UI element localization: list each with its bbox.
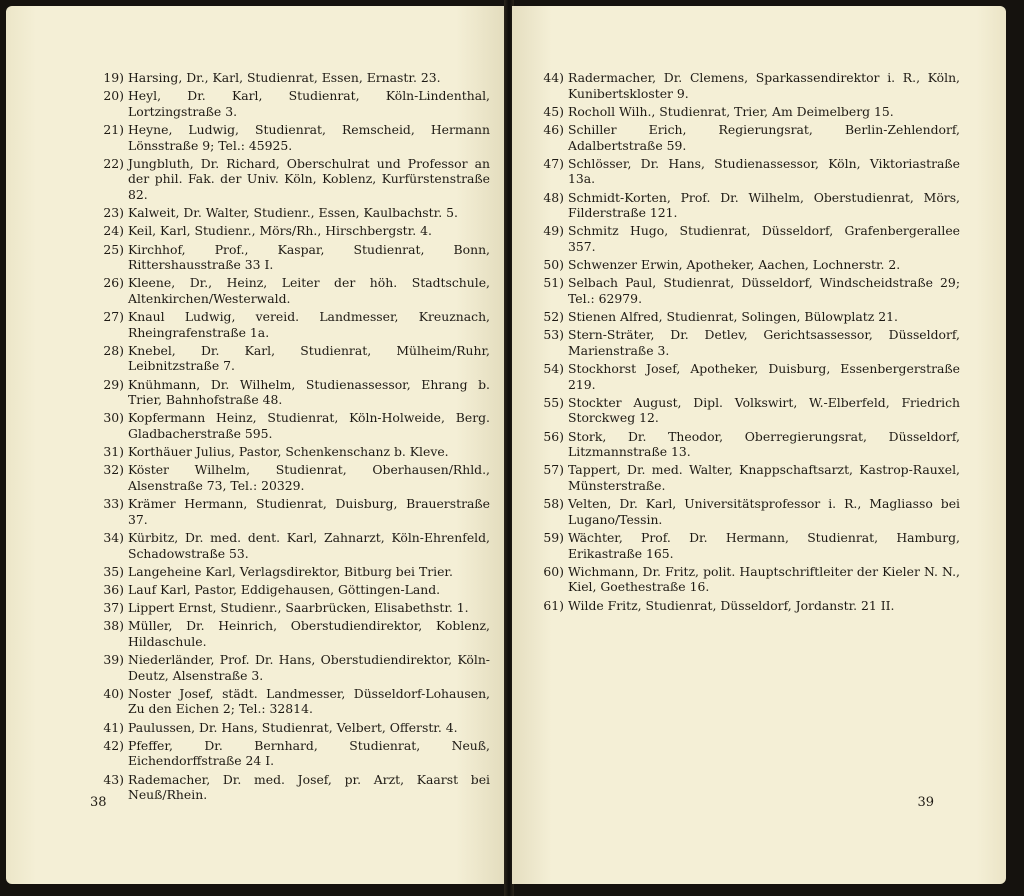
list-item [94, 618, 490, 649]
entry-number: 47) [543, 155, 564, 171]
entry-number: 40) [103, 685, 124, 701]
entry-text: Knaul Ludwig, vereid. Landmesser, Kreuznach, Rheingrafenstraße 1a. [128, 309, 490, 340]
entry-text: Heyl, Dr. Karl, Studienrat, Köln-Lindenthal, Lortzingstraße 3. [128, 88, 490, 119]
list-item [534, 327, 960, 358]
entry-text: Schwenzer Erwin, Apotheker, Aachen, Lochnerstr. 2. [568, 257, 901, 273]
list-item [94, 309, 490, 340]
entry-text: Kopfermann Heinz, Studienrat, Köln-Holweide, Berg. Gladbacherstraße 595. [128, 410, 490, 441]
entry-number: 35) [103, 563, 124, 579]
list-item [534, 257, 960, 273]
entry-number: 28) [103, 342, 124, 358]
list-item [534, 395, 960, 426]
list-item [94, 686, 490, 717]
list-item [94, 720, 490, 736]
entry-text: Müller, Dr. Heinrich, Oberstudiendirektor, Koblenz, Hildaschule. [128, 618, 490, 649]
list-item [534, 361, 960, 392]
list-item [94, 530, 490, 561]
entry-text: Niederländer, Prof. Dr. Hans, Oberstudiendirektor, Köln-Deutz, Alsenstraße 3. [128, 652, 490, 683]
list-item [94, 496, 490, 527]
entry-number: 57) [543, 462, 564, 478]
list-item [94, 410, 490, 441]
entry-number: 38) [103, 618, 124, 634]
entry-number: 24) [103, 223, 124, 239]
entry-number: 20) [103, 88, 124, 104]
entry-text: Schmitz Hugo, Studienrat, Düsseldorf, Grafenbergerallee 357. [568, 223, 960, 254]
left-page [6, 6, 506, 884]
entry-number: 36) [103, 581, 124, 597]
list-item [94, 582, 490, 598]
entry-number: 26) [103, 275, 124, 291]
entry-text: Harsing, Dr., Karl, Studienrat, Essen, Ernastr. 23. [128, 70, 441, 85]
entry-text: Kalweit, Dr. Walter, Studienr., Essen, Kaulbachstr. 5. [128, 205, 458, 221]
entry-number: 19) [103, 70, 124, 85]
entry-number: 59) [543, 529, 564, 545]
entry-text: Jungbluth, Dr. Richard, Oberschulrat und Professor an der phil. Fak. der Univ. Köln, Koblenz, Kurfürstenstraße 82. [128, 155, 490, 202]
entry-text: Schlösser, Dr. Hans, Studienassessor, Köln, Viktoriastraße 13a. [568, 155, 960, 187]
list-item [534, 122, 960, 153]
entry-text: Heyne, Ludwig, Studienrat, Remscheid, Hermann Lönsstraße 9; Tel.: 45925. [128, 121, 490, 153]
entry-number: 53) [543, 327, 564, 343]
entry-number: 58) [543, 496, 564, 512]
entry-number: 51) [543, 275, 564, 291]
list-item [94, 70, 490, 86]
entry-number: 54) [543, 361, 564, 377]
entry-text: Radermacher, Dr. Clemens, Sparkassendirektor i. R., Köln, Kunibertskloster 9. [568, 70, 960, 101]
entry-number: 21) [103, 121, 124, 137]
list-item [94, 122, 490, 153]
list-item [94, 205, 490, 221]
entry-number: 22) [103, 155, 124, 171]
right-page [512, 6, 1006, 884]
entry-text: Wichmann, Dr. Fritz, polit. Hauptschriftleiter der Kieler N. N., Kiel, Goethestraße 16. [568, 563, 960, 595]
entry-number: 29) [103, 376, 124, 392]
entry-text: Lippert Ernst, Studienr., Saarbrücken, Elisabethstr. 1. [128, 600, 469, 616]
page-number-right: 39 [917, 795, 934, 810]
entry-number: 32) [103, 462, 124, 478]
entry-number: 60) [543, 563, 564, 579]
list-item [534, 190, 960, 221]
entry-number: 42) [103, 737, 124, 753]
entry-number: 30) [103, 410, 124, 426]
entry-text: Schiller Erich, Regierungsrat, Berlin-Zehlendorf, Adalbertstraße 59. [568, 121, 960, 153]
left-entry-list [94, 70, 490, 805]
entry-text: Keil, Karl, Studienr., Mörs/Rh., Hirschbergstr. 4. [128, 223, 432, 239]
list-item [94, 88, 490, 119]
entry-number: 23) [103, 205, 124, 221]
entry-number: 50) [543, 257, 564, 273]
list-item [94, 564, 490, 580]
entry-number: 41) [103, 719, 124, 735]
entry-text: Knebel, Dr. Karl, Studienrat, Mülheim/Ruhr, Leibnitzstraße 7. [128, 342, 490, 374]
entry-number: 31) [103, 444, 124, 460]
entry-number: 52) [543, 309, 564, 325]
entry-text: Langeheine Karl, Verlagsdirektor, Bitburg bei Trier. [128, 563, 453, 579]
entry-text: Selbach Paul, Studienrat, Düsseldorf, Windscheidstraße 29; Tel.: 62979. [568, 275, 960, 306]
entry-text: Kleene, Dr., Heinz, Leiter der höh. Stadtschule, Altenkirchen/Westerwald. [128, 275, 490, 306]
list-item [534, 564, 960, 595]
list-item [534, 223, 960, 254]
entry-text: Wilde Fritz, Studienrat, Düsseldorf, Jordanstr. 21 II. [568, 597, 895, 613]
list-item [534, 530, 960, 561]
list-item [94, 462, 490, 493]
entry-text: Pfeffer, Dr. Bernhard, Studienrat, Neuß, Eichendorffstraße 24 I. [128, 737, 490, 769]
list-item [94, 444, 490, 460]
entry-number: 27) [103, 309, 124, 325]
list-item [534, 598, 960, 614]
list-item [534, 275, 960, 306]
list-item [94, 600, 490, 616]
entry-number: 39) [103, 652, 124, 668]
entry-text: Schmidt-Korten, Prof. Dr. Wilhelm, Oberstudienrat, Mörs, Filderstraße 121. [568, 189, 960, 221]
list-item [534, 309, 960, 325]
entry-number: 37) [103, 600, 124, 616]
entry-number: 25) [103, 241, 124, 257]
entry-text: Kürbitz, Dr. med. dent. Karl, Zahnarzt, Köln-Ehrenfeld, Schadowstraße 53. [128, 529, 490, 561]
list-item [534, 156, 960, 187]
entry-text: Stern-Sträter, Dr. Detlev, Gerichtsassessor, Düsseldorf, Marienstraße 3. [568, 327, 960, 358]
entry-number: 49) [543, 223, 564, 239]
right-entry-list [534, 70, 960, 616]
entry-text: Krämer Hermann, Studienrat, Duisburg, Brauerstraße 37. [128, 496, 490, 527]
list-item [534, 70, 960, 101]
page-number-left: 38 [90, 795, 107, 810]
entry-text: Lauf Karl, Pastor, Eddigehausen, Göttingen-Land. [128, 581, 441, 597]
list-item [94, 772, 490, 803]
list-item [94, 223, 490, 239]
entry-number: 56) [543, 428, 564, 444]
entry-number: 43) [103, 771, 124, 787]
entry-text: Rademacher, Dr. med. Josef, pr. Arzt, Kaarst bei Neuß/Rhein. [128, 771, 490, 803]
list-item [534, 462, 960, 493]
entry-text: Stork, Dr. Theodor, Oberregierungsrat, Düsseldorf, Litzmannstraße 13. [568, 428, 960, 460]
entry-text: Paulussen, Dr. Hans, Studienrat, Velbert, Offerstr. 4. [128, 719, 458, 735]
entry-text: Tappert, Dr. med. Walter, Knappschaftsarzt, Kastrop-Rauxel, Münsterstraße. [568, 462, 960, 493]
entry-text: Rocholl Wilh., Studienrat, Trier, Am Deimelberg 15. [568, 103, 894, 119]
list-item [534, 429, 960, 460]
entry-text: Wächter, Prof. Dr. Hermann, Studienrat, Hamburg, Erikastraße 165. [568, 529, 960, 561]
entry-text: Stockhorst Josef, Apotheker, Duisburg, Essenbergerstraße 219. [568, 361, 960, 392]
list-item [94, 242, 490, 273]
entry-text: Noster Josef, städt. Landmesser, Düsseldorf-Lohausen, Zu den Eichen 2; Tel.: 32814. [128, 685, 490, 717]
list-item [94, 156, 490, 203]
entry-number: 45) [543, 103, 564, 119]
entry-text: Velten, Dr. Karl, Universitätsprofessor i. R., Magliasso bei Lugano/Tessin. [568, 496, 960, 527]
list-item [94, 652, 490, 683]
entry-text: Kirchhof, Prof., Kaspar, Studienrat, Bonn, Rittershausstraße 33 I. [128, 241, 490, 273]
entry-text: Korthäuer Julius, Pastor, Schenkenschanz b. Kleve. [128, 444, 449, 460]
list-item [94, 343, 490, 374]
entry-number: 46) [543, 121, 564, 137]
entry-text: Knühmann, Dr. Wilhelm, Studienassessor, Ehrang b. Trier, Bahnhofstraße 48. [128, 376, 490, 408]
list-item [534, 104, 960, 120]
entry-number: 33) [103, 496, 124, 512]
entry-number: 61) [543, 597, 564, 613]
list-item [94, 275, 490, 306]
entry-text: Köster Wilhelm, Studienrat, Oberhausen/Rhld., Alsenstraße 73, Tel.: 20329. [128, 462, 490, 493]
list-item [534, 496, 960, 527]
entry-number: 34) [103, 529, 124, 545]
entry-number: 44) [543, 70, 564, 85]
entry-number: 48) [543, 189, 564, 205]
list-item [94, 738, 490, 769]
entry-text: Stockter August, Dipl. Volkswirt, W.-Elberfeld, Friedrich Storckweg 12. [568, 394, 960, 426]
entry-text: Stienen Alfred, Studienrat, Solingen, Bülowplatz 21. [568, 309, 898, 325]
list-item [94, 377, 490, 408]
entry-number: 55) [543, 394, 564, 410]
